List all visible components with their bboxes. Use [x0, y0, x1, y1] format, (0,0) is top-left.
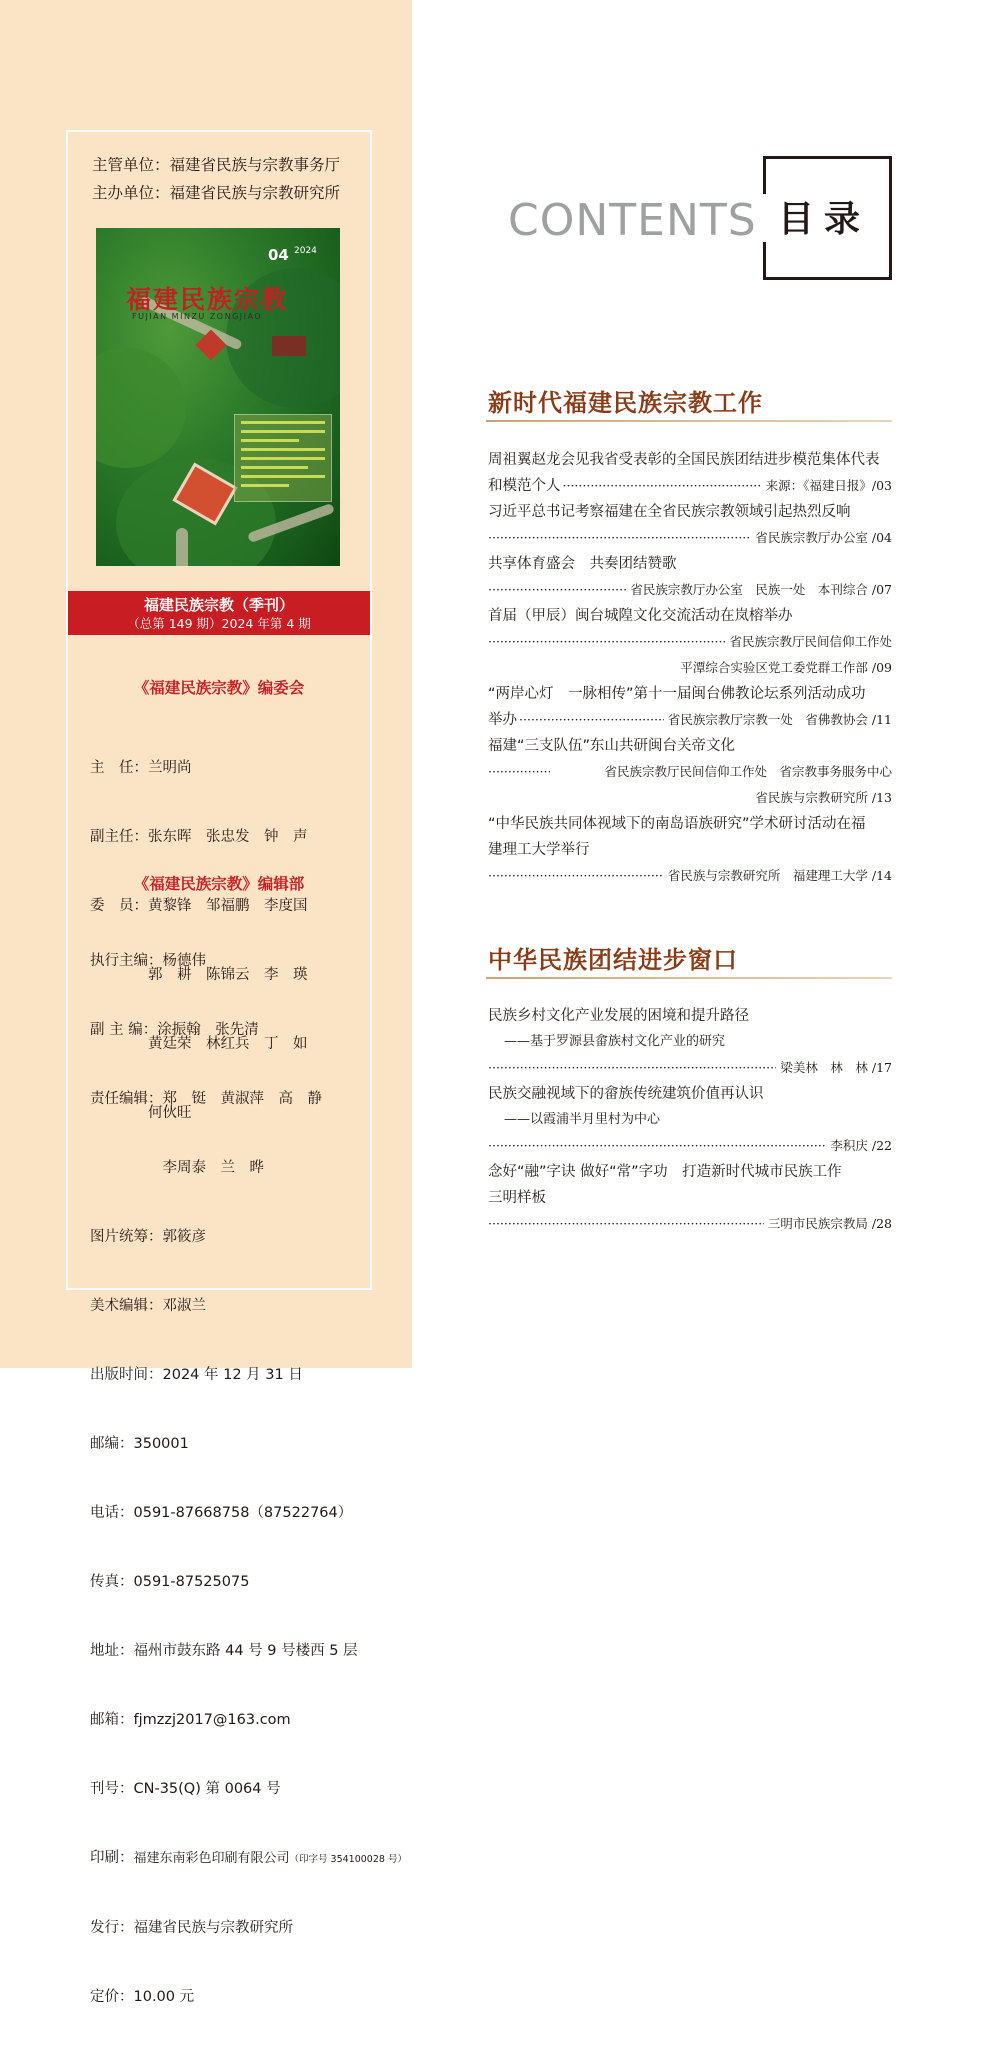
editorial-line: 邮箱：fjmzzj2017@163.com — [90, 1712, 291, 1728]
article-source: 省民族宗教厅办公室 /04 — [755, 530, 892, 545]
article-title-cont[interactable]: 举办 — [488, 712, 517, 728]
article-subtitle: ——基于罗源县畲族村文化产业的研究 — [504, 1034, 726, 1049]
article-source-row — [488, 473, 892, 499]
article-title[interactable]: 念好“融”字诀 做好“常”字功 打造新时代城市民族工作 — [488, 1164, 842, 1180]
sponsor-unit: 主办单位：福建省民族与宗教研究所 — [92, 184, 341, 202]
article-source-row — [488, 629, 892, 655]
editorial-line: 副 主 编：涂振翰 张先清 — [90, 1022, 259, 1038]
editorial-line: 美术编辑：邓淑兰 — [90, 1298, 206, 1314]
article-source: 三明市民族宗教局 /28 — [767, 1216, 892, 1231]
masthead-sidebar — [0, 0, 412, 2005]
article-title[interactable]: 共享体育盛会 共奏团结赞歌 — [488, 556, 677, 572]
article-source: 省民族宗教厅宗教一处 省佛教协会 /11 — [667, 712, 892, 727]
banner-issue-info: （总第 149 期）2024 年第 4 期 — [127, 616, 311, 631]
article-source: 来源：《福建日报》/03 — [765, 478, 892, 493]
editorial-line: 出版时间：2024 年 12 月 31 日 — [90, 1367, 303, 1383]
article-title[interactable]: 民族乡村文化产业发展的困境和提升路径 — [488, 1008, 749, 1024]
editorial-line: 执行主编：杨德伟 — [90, 953, 206, 969]
article-source: 李积庆 /22 — [830, 1138, 892, 1153]
editorial-line: 电话：0591-87668758（87522764） — [90, 1505, 353, 1521]
article-source: 梁美林 林 林 /17 — [780, 1060, 892, 1075]
cover-year: 2024 — [294, 246, 317, 256]
cover-issue-number: 04 — [268, 246, 289, 264]
article-source-row — [488, 655, 892, 681]
editorial-line: 刊号：CN-35(Q) 第 0064 号 — [90, 1781, 281, 1797]
article-title[interactable]: 建理工大学举行 — [488, 842, 590, 858]
article-title[interactable]: 民族交融视域下的畲族传统建筑价值再认识 — [488, 1086, 764, 1102]
editorial-list — [90, 904, 407, 2055]
printer-note: （印字号 354100028 号） — [289, 1854, 407, 1865]
article-source-row — [488, 1211, 892, 1237]
printer-line — [90, 1847, 407, 1871]
article-subtitle: ——以霞浦半月里村为中心 — [504, 1112, 661, 1127]
article-source: 省民族与宗教研究所 福建理工大学 /14 — [667, 868, 892, 883]
article-title[interactable]: 周祖翼赵龙会见我省受表彰的全国民族团结进步模范集体代表 — [488, 452, 880, 468]
article-title[interactable]: 三明样板 — [488, 1190, 546, 1206]
contents-heading: CONTENTS — [508, 195, 757, 246]
article-title[interactable]: “中华民族共同体视域下的南岛语族研究”学术研讨活动在福 — [488, 816, 866, 832]
editorial-line: 地址：福州市鼓东路 44 号 9 号楼西 5 层 — [90, 1643, 358, 1659]
editorial-heading: 《福建民族宗教》编辑部 — [133, 875, 305, 893]
article-source-row — [488, 863, 892, 889]
committee-line: 委 员：黄黎锋 邹福鹏 李度国 — [90, 898, 308, 914]
article-source: 省民族宗教厅民间信仰工作处 — [729, 634, 892, 649]
price-line: 定价：10.00 元 — [90, 1989, 195, 2005]
committee-line: 何伙旺 — [90, 1105, 192, 1121]
committee-line: 黄廷荣 林红兵 丁 如 — [90, 1036, 308, 1052]
article-title[interactable]: 习近平总书记考察福建在全省民族宗教领域引起热烈反响 — [488, 504, 851, 520]
article-source: 省民族宗教厅办公室 民族一处 本刊综合 /07 — [630, 582, 892, 597]
article-list — [488, 1003, 892, 1237]
section-title: 中华民族团结进步窗口 — [488, 946, 738, 974]
article-source: 省民族宗教厅民间信仰工作处 省宗教事务服务中心 — [604, 764, 892, 779]
editorial-line: 传真：0591-87525075 — [90, 1574, 250, 1590]
article-source-row — [488, 1133, 892, 1159]
editorial-line: 责任编辑：郑 铤 黄淑萍 高 静 — [90, 1091, 322, 1107]
article-source-row — [488, 707, 892, 733]
mulu-title: 目录 — [778, 199, 871, 240]
article-source-row — [488, 759, 892, 785]
article-source: 省民族与宗教研究所 /13 — [755, 790, 892, 805]
editorial-line: 图片统筹：郭筱彦 — [90, 1229, 206, 1245]
article-title[interactable]: 首届（甲辰）闽台城隍文化交流活动在岚榕举办 — [488, 608, 793, 624]
cover-pinyin: FUJIAN MINZU ZONGJIAO — [132, 312, 263, 321]
section-title: 新时代福建民族宗教工作 — [488, 389, 763, 417]
article-source-row — [488, 577, 892, 603]
cover-contents-box — [234, 414, 332, 502]
article-title[interactable]: 福建“三支队伍”东山共研闽台关帝文化 — [488, 738, 736, 754]
article-source: 平潭综合实验区党工委党群工作部 /09 — [680, 660, 892, 675]
article-title-cont[interactable]: 和模范个人 — [488, 478, 561, 494]
article-source-row — [488, 785, 892, 811]
printer-name: 福建东南彩色印刷有限公司 — [133, 1851, 290, 1866]
cover-image — [96, 228, 340, 566]
printer-label: 印刷： — [90, 1850, 134, 1866]
committee-line: 主 任：兰明尚 — [90, 760, 192, 776]
issue-banner — [68, 591, 370, 635]
banner-title: 福建民族宗教（季刊） — [143, 596, 294, 614]
article-source-row — [488, 525, 892, 551]
supervisor-unit: 主管单位：福建省民族与宗教事务厅 — [92, 156, 341, 174]
editorial-line: 李周泰 兰 晔 — [90, 1160, 264, 1176]
committee-line: 副主任：张东晖 张忠发 钟 声 — [90, 829, 308, 845]
editorial-line: 邮编：350001 — [90, 1436, 189, 1452]
publisher-line: 发行：福建省民族与宗教研究所 — [90, 1920, 293, 1936]
article-list — [488, 447, 892, 889]
section-rule — [486, 420, 892, 422]
article-source-row — [488, 1055, 892, 1081]
article-title[interactable]: “两岸心灯 一脉相传”第十一届闽台佛教论坛系列活动成功 — [488, 686, 866, 702]
committee-heading: 《福建民族宗教》编委会 — [133, 679, 305, 697]
committee-line: 郭 耕 陈锦云 李 瑛 — [90, 967, 308, 983]
cover-title: 福建民族宗教 — [126, 285, 289, 314]
section-rule — [486, 977, 892, 979]
building-roof — [272, 336, 306, 356]
